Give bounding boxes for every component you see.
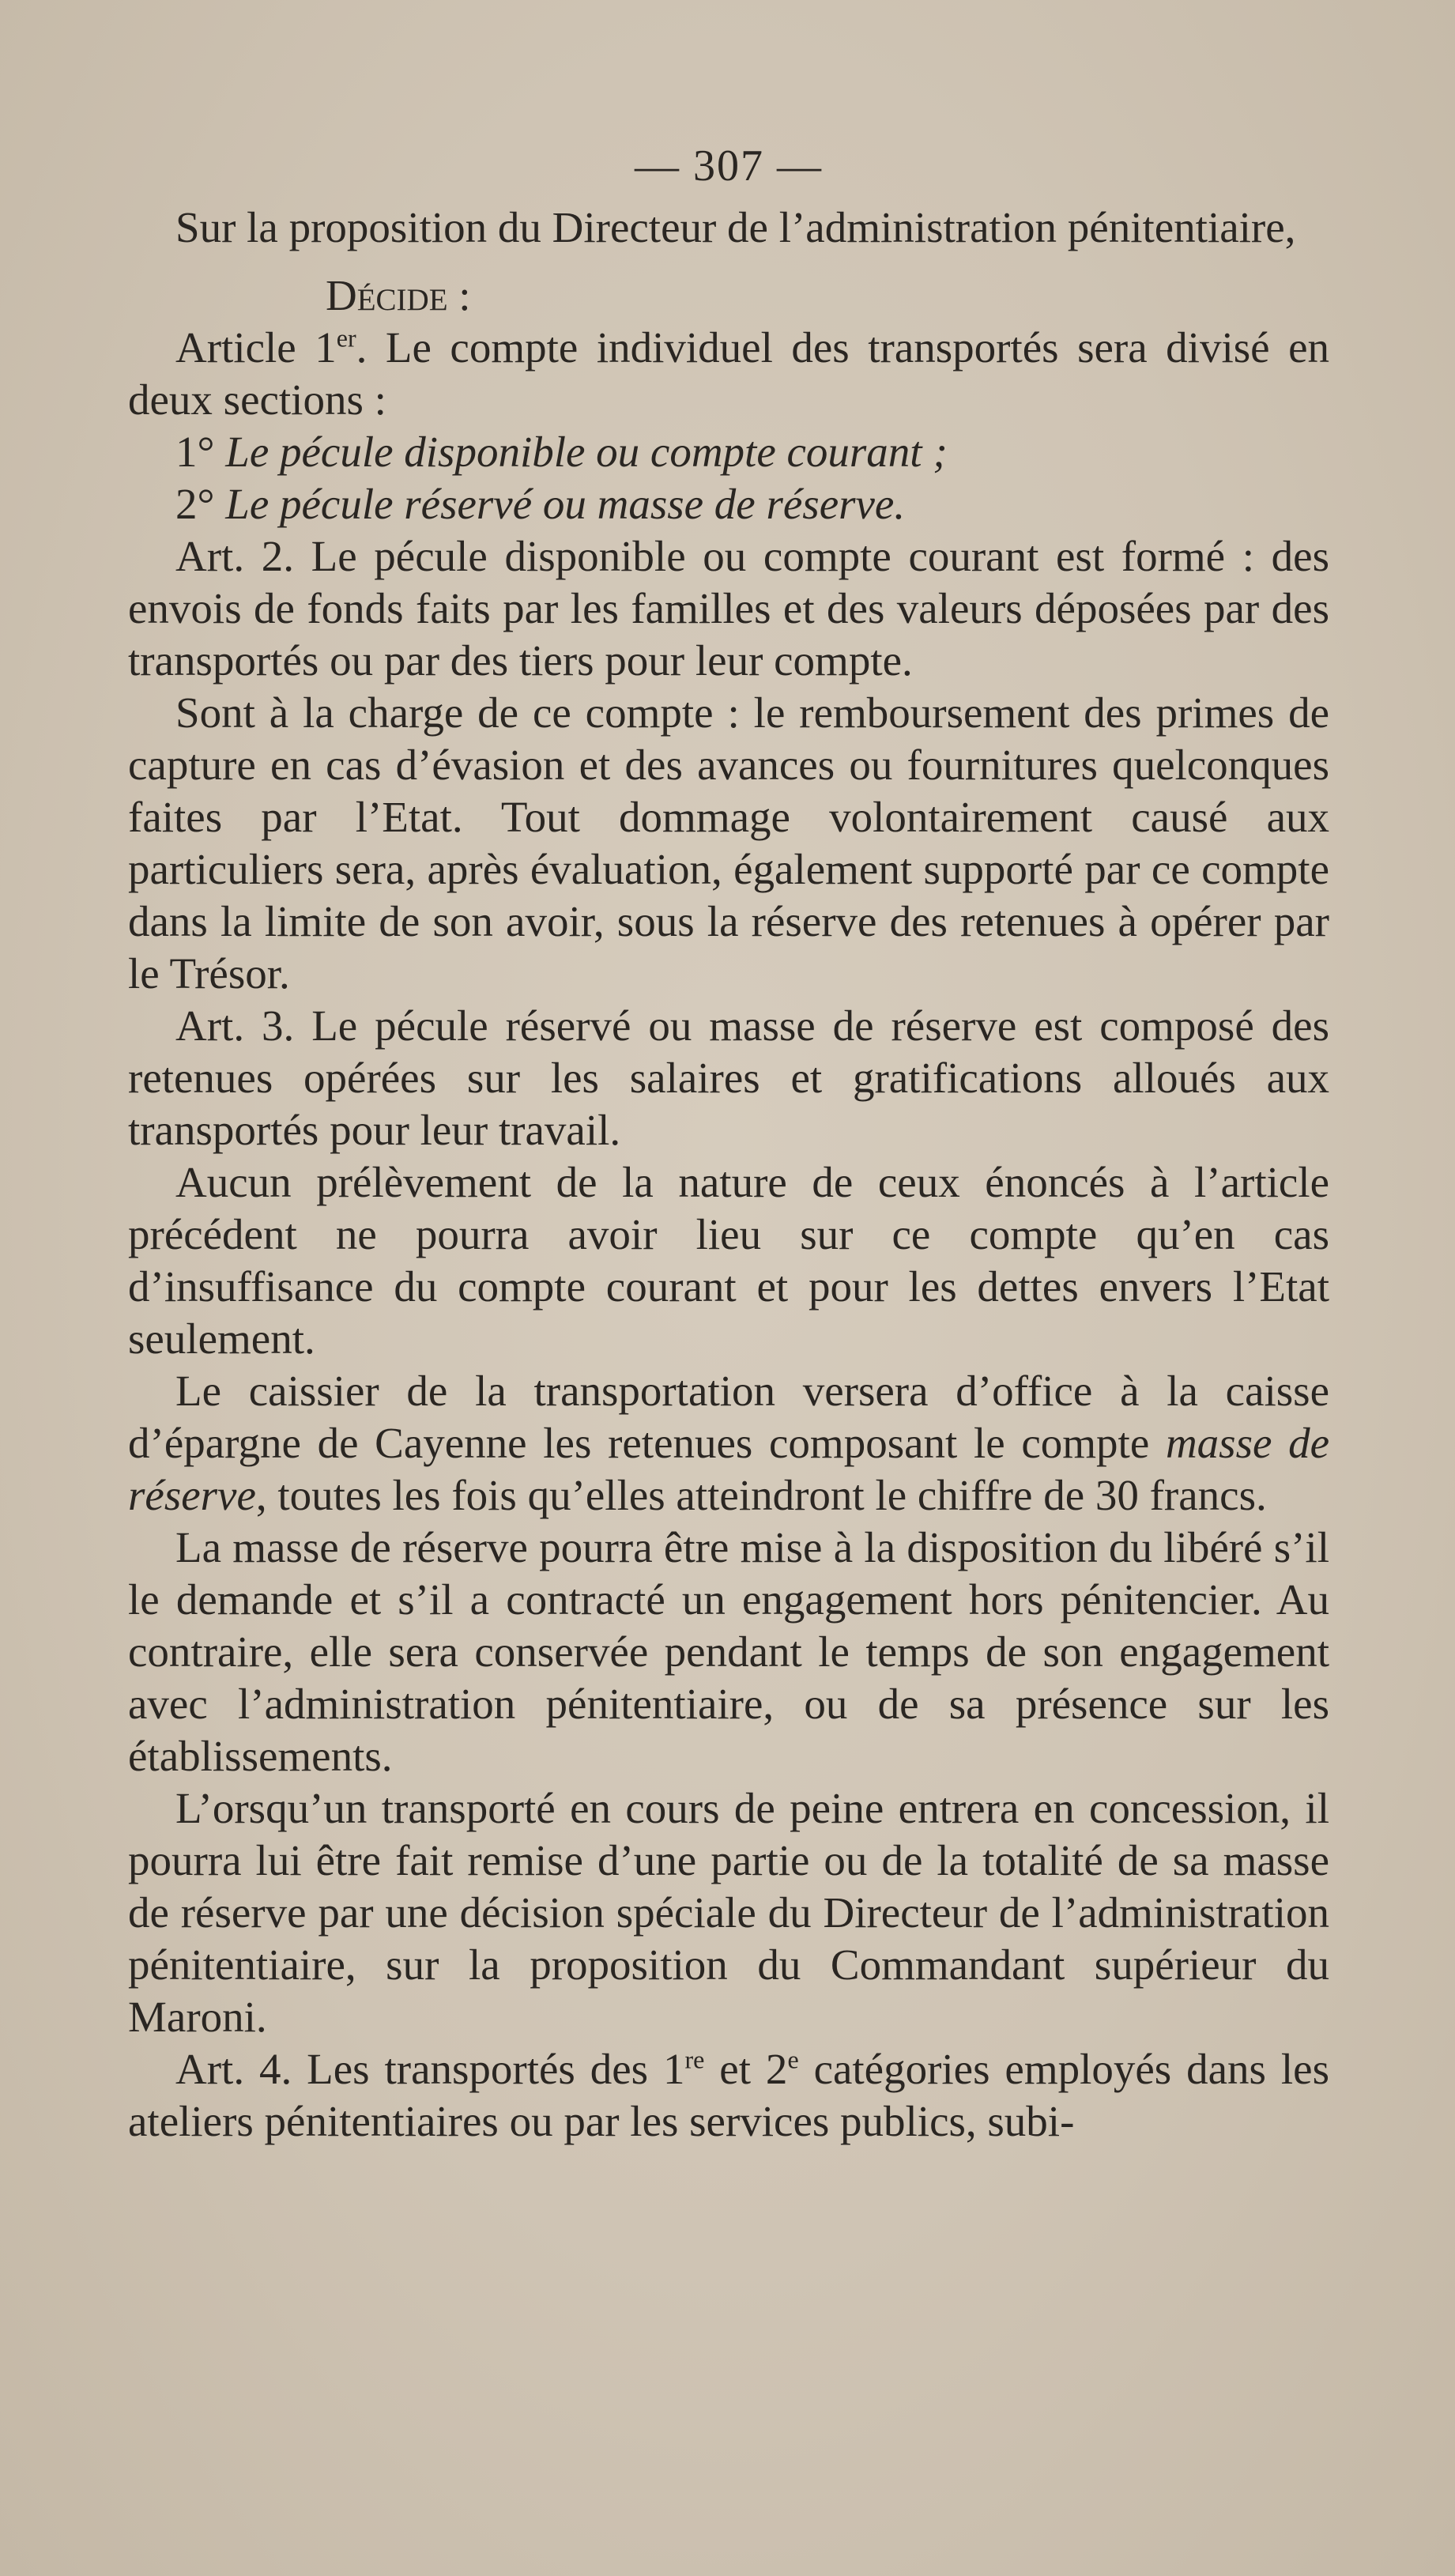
article-4-superscript-1: re [684,2045,705,2074]
paragraph-intro: Sur la proposition du Directeur de l’administration pénitentiaire, [175,203,1296,251]
paragraph-masse: La masse de réserve pourra être mise à la disposition du libéré s’il le demande et s’il a contracté un engagement hors pénitencier. Au contraire, elle sera conservée pendant le temps de son engagement avec l’administration pénitentiaire, ou de sa présence sur les établissements. [128,1523,1329,1780]
article-1-text: . Le compte individuel des transportés sera divisé en deux sections : [128,323,1329,424]
article-1-lead: Article 1 [175,323,337,372]
paragraph-lorsqu: L’orsqu’un transporté en cours de peine entrera en concession, il pourra lui être fait remise d’une partie ou de la totalité de sa masse de réserve par une décision spéciale du Directeur de l’administration pénitentiaire, sur la proposition du Commandant supérieur du Maroni. [128,1784,1329,2041]
page-number: — 307 — [635,141,823,190]
article-4-text-c: catégories employés dans les ateliers pénitentiaires ou par les services publics, subi- [128,2045,1329,2145]
list-item-1-number: 1° [175,428,226,476]
paragraph-article-3: Art. 3. Le pécule réservé ou masse de réserve est composé des retenues opérées sur les salaires et gratifications alloués aux transportés pour leur travail. [128,1001,1329,1154]
list-item-1 [128,426,1329,478]
caissier-text-b: , toutes les fois qu’elles atteindront le chiffre de 30 francs. [255,1471,1267,1519]
list-item-2-number: 2° [175,480,226,528]
paragraph-caissier [128,1365,1329,1522]
list-item-2-text: Le pécule réservé ou masse de réserve. [225,480,906,528]
paragraph-article-2: Art. 2. Le pécule disponible ou compte courant est formé : des envois de fonds faits par les familles et des valeurs déposées par des transportés ou par des tiers pour leur compte. [128,532,1329,685]
paragraph-charge: Sont à la charge de ce compte : le remboursement des primes de capture en cas d’évasion et des avances ou fournitures quelconques faites par l’Etat. Tout dommage volontairement causé aux particuliers sera, après évaluation, également supporté par ce compte dans la limite de son avoir, sous la réserve des retenues à opérer par le Trésor. [128,688,1329,998]
caissier-emphasis: masse de réserve [128,1419,1329,1519]
article-4-text-a: Art. 4. Les transportés des 1 [175,2045,685,2093]
list-item-2 [128,478,1329,530]
heading-decide: Décide : [326,271,471,319]
article-4-superscript-2: e [787,2045,799,2074]
caissier-text-a: Le caissier de la transportation versera d’office à la caisse d’épargne de Cayenne les retenues composant le compte [128,1367,1329,1467]
article-1-superscript: er [336,323,356,353]
list-item-1-text: Le pécule disponible ou compte courant ; [225,428,948,476]
paragraph-article-4 [128,2043,1329,2148]
paragraph-article-1 [128,322,1329,426]
article-4-text-b: et 2 [704,2045,788,2093]
text-block [128,130,1329,2148]
paragraph-aucun: Aucun prélèvement de la nature de ceux énoncés à l’article précédent ne pourra avoir lieu sur ce compte qu’en cas d’insuffisance du compte courant et pour les dettes envers l’Etat seulement. [128,1158,1329,1363]
